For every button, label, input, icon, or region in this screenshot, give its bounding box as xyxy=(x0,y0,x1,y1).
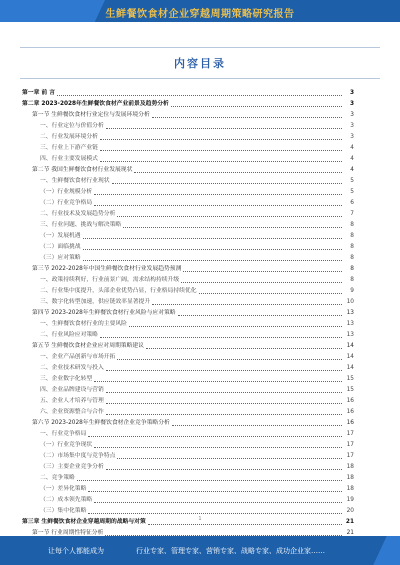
toc-entry[interactable] xyxy=(22,209,354,220)
toc-leader-dots xyxy=(134,171,342,173)
toc-entry-page: 16 xyxy=(346,409,354,415)
toc-leader-dots xyxy=(171,105,342,107)
title-divider-bottom xyxy=(20,78,380,79)
toc-entry-title: 三、企业数字化转型 xyxy=(40,376,93,382)
toc-entry-page: 3 xyxy=(350,112,354,118)
toc-entry-page: 10 xyxy=(346,299,354,305)
toc-entry-page: 3 xyxy=(349,90,354,96)
page-number: 1 xyxy=(198,516,202,522)
toc-entry-page: 3 xyxy=(349,101,354,107)
toc-entry-title: 一、生鲜餐饮食材行业现状 xyxy=(40,178,110,184)
toc-entry-title: （一）差异化策略 xyxy=(40,486,87,492)
toc-entry-title: （三）应对策略 xyxy=(40,255,81,261)
toc-leader-dots xyxy=(100,336,342,338)
toc-entry-page: 18 xyxy=(346,475,354,481)
toc-entry-page: 7 xyxy=(350,211,354,217)
toc-leader-dots xyxy=(106,127,342,129)
toc-entry-page: 9 xyxy=(350,288,354,294)
toc-entry[interactable] xyxy=(22,308,354,319)
toc-entry[interactable] xyxy=(22,99,354,110)
toc-entry-page: 18 xyxy=(346,464,354,470)
toc-entry-title: （二）行业竞争格局 xyxy=(40,200,93,206)
toc-entry[interactable] xyxy=(22,440,354,451)
toc-entry-title: 一、行业定位与价值分析 xyxy=(40,123,104,129)
toc-entry-title: （一）行业规模分析 xyxy=(40,189,93,195)
toc-leader-dots xyxy=(100,149,342,151)
toc-entry-page: 5 xyxy=(350,178,354,184)
table-of-contents xyxy=(22,88,354,539)
toc-entry-title: （二）市场集中度与竞争特点 xyxy=(40,453,116,459)
toc-entry-page: 14 xyxy=(346,354,354,360)
toc-leader-dots xyxy=(106,391,342,393)
toc-entry-page: 8 xyxy=(350,266,354,272)
toc-entry-page: 17 xyxy=(346,453,354,459)
toc-leader-dots xyxy=(112,182,342,184)
toc-entry-page: 19 xyxy=(346,497,354,503)
toc-leader-dots xyxy=(178,314,342,316)
toc-entry-title: 二、行业技术及发展趋势分析 xyxy=(40,211,116,217)
toc-entry[interactable] xyxy=(22,121,354,132)
toc-leader-dots xyxy=(106,402,342,404)
toc-leader-dots xyxy=(94,446,342,448)
toc-entry-title: 一、政策持续利好，行业前景广阔，需求结构持续升级 xyxy=(40,277,180,283)
toc-entry-title: 第五节 生鲜餐饮食材企业应对周期策略建议 xyxy=(32,343,144,349)
toc-leader-dots xyxy=(183,270,342,272)
toc-leader-dots xyxy=(152,303,342,305)
toc-leader-dots xyxy=(57,94,342,96)
header-bar xyxy=(0,0,400,22)
toc-entry-page: 3 xyxy=(350,123,354,129)
toc-entry-page: 8 xyxy=(350,244,354,250)
toc-entry-page: 14 xyxy=(346,365,354,371)
toc-leader-dots xyxy=(88,512,342,514)
toc-entry-title: 四、行业主要发展模式 xyxy=(40,156,98,162)
toc-leader-dots xyxy=(88,490,342,492)
toc-entry[interactable] xyxy=(22,407,354,418)
toc-leader-dots xyxy=(83,259,342,261)
toc-entry[interactable] xyxy=(22,462,354,473)
toc-leader-dots xyxy=(106,413,342,415)
toc-entry-title: 三、行业上下游产业链 xyxy=(40,145,98,151)
toc-leader-dots xyxy=(146,347,342,349)
toc-leader-dots xyxy=(77,479,342,481)
toc-entry[interactable] xyxy=(22,385,354,396)
footer-decoration xyxy=(373,536,400,565)
toc-entry-title: 第二节 我国生鲜餐饮食材行业发展现状 xyxy=(32,167,133,173)
toc-entry-page: 5 xyxy=(350,189,354,195)
toc-entry-title: （三）集中化策略 xyxy=(40,508,87,514)
toc-entry-title: （一）发展机遇 xyxy=(40,233,81,239)
toc-entry-title: 第二章 2023-2028年生鲜餐饮食材产业前景及趋势分析 xyxy=(22,101,169,107)
toc-entry[interactable] xyxy=(22,264,354,275)
toc-entry-page: 18 xyxy=(346,486,354,492)
toc-leader-dots xyxy=(117,358,342,360)
toc-entry-page: 13 xyxy=(346,321,354,327)
toc-entry-page: 14 xyxy=(346,343,354,349)
toc-entry-page: 4 xyxy=(350,167,354,173)
toc-entry-page: 16 xyxy=(346,398,354,404)
toc-entry-title: 第三节 2022-2028年中国生鲜餐饮食材行业发展趋势预测 xyxy=(32,266,182,272)
toc-entry[interactable] xyxy=(22,495,354,506)
toc-entry[interactable] xyxy=(22,242,354,253)
toc-entry-page: 6 xyxy=(350,200,354,206)
title-divider-top xyxy=(20,47,380,48)
toc-entry-title: 二、竞争策略 xyxy=(40,475,75,481)
toc-entry[interactable] xyxy=(22,176,354,187)
toc-entry[interactable] xyxy=(22,418,354,429)
toc-leader-dots xyxy=(83,237,342,239)
toc-entry[interactable] xyxy=(22,341,354,352)
toc-entry[interactable] xyxy=(22,363,354,374)
footer-slogan: 让每个人都能成为 xyxy=(48,547,104,555)
toc-entry-page: 15 xyxy=(346,387,354,393)
toc-leader-dots xyxy=(117,215,342,217)
toc-leader-dots xyxy=(172,424,342,426)
toc-entry[interactable] xyxy=(22,165,354,176)
toc-entry-title: 第一章 前 言 xyxy=(22,90,56,96)
toc-entry[interactable] xyxy=(22,330,354,341)
toc-entry-page: 17 xyxy=(346,431,354,437)
toc-leader-dots xyxy=(100,138,342,140)
toc-entry[interactable] xyxy=(22,451,354,462)
toc-entry[interactable] xyxy=(22,187,354,198)
toc-entry-title: 一、生鲜餐饮食材行业的主要风险 xyxy=(40,321,127,327)
toc-entry-title: 五、企业人才培养与管理 xyxy=(40,398,104,404)
toc-leader-dots xyxy=(106,369,342,371)
toc-entry[interactable] xyxy=(22,110,354,121)
toc-leader-dots xyxy=(152,116,342,118)
toc-entry-page: 21 xyxy=(345,519,354,525)
toc-leader-dots xyxy=(94,501,342,503)
toc-entry[interactable] xyxy=(22,253,354,264)
toc-entry-title: 三、行业问题、挑战与解决策略 xyxy=(40,222,122,228)
toc-entry-title: （二）面临挑战 xyxy=(40,244,81,250)
toc-entry-page: 8 xyxy=(350,255,354,261)
toc-entry[interactable] xyxy=(22,352,354,363)
footer-bar xyxy=(0,536,400,565)
toc-entry-page: 13 xyxy=(346,332,354,338)
toc-entry[interactable] xyxy=(22,154,354,165)
toc-heading: 内容目录 xyxy=(174,57,226,70)
toc-entry[interactable] xyxy=(22,231,354,242)
toc-leader-dots xyxy=(94,380,342,382)
toc-entry-title: 四、企业品牌建设与营销 xyxy=(40,387,104,393)
toc-entry-title: 二、行业集中度提升，头部企业优势凸显，行业格局持续优化 xyxy=(40,288,197,294)
toc-entry-title: 一、行业竞争格局 xyxy=(40,431,87,437)
toc-entry-title: 第六节 2023-2028年生鲜餐饮食材企业竞争策略分析 xyxy=(32,420,170,426)
toc-entry-title: （三）主要企业竞争分析 xyxy=(40,464,104,470)
toc-entry-page: 8 xyxy=(350,222,354,228)
toc-entry-page: 13 xyxy=(346,310,354,316)
toc-entry-title: 第一节 行业周期性特征分析 xyxy=(32,530,104,536)
toc-entry-title: 二、企业技术研发与投入 xyxy=(40,365,104,371)
toc-entry-page: 17 xyxy=(346,442,354,448)
toc-leader-dots xyxy=(181,281,342,283)
toc-entry[interactable] xyxy=(22,374,354,385)
toc-entry-title: 第一节 生鲜餐饮食材行业定位与发展环境分析 xyxy=(32,112,150,118)
toc-entry-title: （一）行业竞争现状 xyxy=(40,442,93,448)
toc-entry[interactable] xyxy=(22,429,354,440)
toc-leader-dots xyxy=(94,193,342,195)
toc-leader-dots xyxy=(148,523,342,525)
toc-entry[interactable] xyxy=(22,297,354,308)
toc-entry-title: 第四节 2023-2028年生鲜餐饮食材行业风险与应对策略 xyxy=(32,310,176,316)
toc-entry[interactable] xyxy=(22,396,354,407)
toc-leader-dots xyxy=(117,457,342,459)
toc-leader-dots xyxy=(106,468,342,470)
toc-entry-title: 第三章 生鲜餐饮食材企业穿越周期的战略与对策 xyxy=(22,519,146,525)
toc-leader-dots xyxy=(88,435,342,437)
toc-entry[interactable] xyxy=(22,198,354,209)
toc-entry[interactable] xyxy=(22,275,354,286)
toc-entry-title: （二）成本领先策略 xyxy=(40,497,93,503)
toc-entry[interactable] xyxy=(22,88,354,99)
toc-entry-page: 20 xyxy=(346,508,354,514)
toc-leader-dots xyxy=(94,204,342,206)
toc-entry-page: 8 xyxy=(350,233,354,239)
toc-entry[interactable] xyxy=(22,319,354,330)
footer-tagline: 行业专家、管理专家、营销专家、战略专家、成功企业家…… xyxy=(136,547,325,555)
toc-entry-title: 二、行业风险应对策略 xyxy=(40,332,98,338)
toc-entry[interactable] xyxy=(22,220,354,231)
toc-leader-dots xyxy=(100,160,342,162)
toc-entry[interactable] xyxy=(22,473,354,484)
toc-leader-dots xyxy=(199,292,342,294)
toc-entry-page: 4 xyxy=(350,156,354,162)
toc-entry-page: 8 xyxy=(350,277,354,283)
toc-entry-title: 六、企业资源整合与合作 xyxy=(40,409,104,415)
toc-entry-page: 3 xyxy=(350,134,354,140)
toc-entry-page: 15 xyxy=(346,376,354,382)
toc-entry-page: 16 xyxy=(346,420,354,426)
toc-entry-page: 21 xyxy=(346,530,354,536)
toc-entry-title: 三、数字化转型加速，供应链效率显著提升 xyxy=(40,299,151,305)
toc-entry-page: 4 xyxy=(350,145,354,151)
toc-entry[interactable] xyxy=(22,286,354,297)
toc-entry-title: 二、行业发展环境分析 xyxy=(40,134,98,140)
toc-entry-title: 一、企业产品创新与市场开拓 xyxy=(40,354,116,360)
toc-leader-dots xyxy=(123,226,342,228)
toc-leader-dots xyxy=(83,248,342,250)
toc-leader-dots xyxy=(129,325,342,327)
report-title: 生鲜餐饮食材企业穿越周期策略研究报告 xyxy=(105,9,295,20)
toc-entry[interactable] xyxy=(22,132,354,143)
toc-entry[interactable] xyxy=(22,143,354,154)
toc-entry[interactable] xyxy=(22,484,354,495)
